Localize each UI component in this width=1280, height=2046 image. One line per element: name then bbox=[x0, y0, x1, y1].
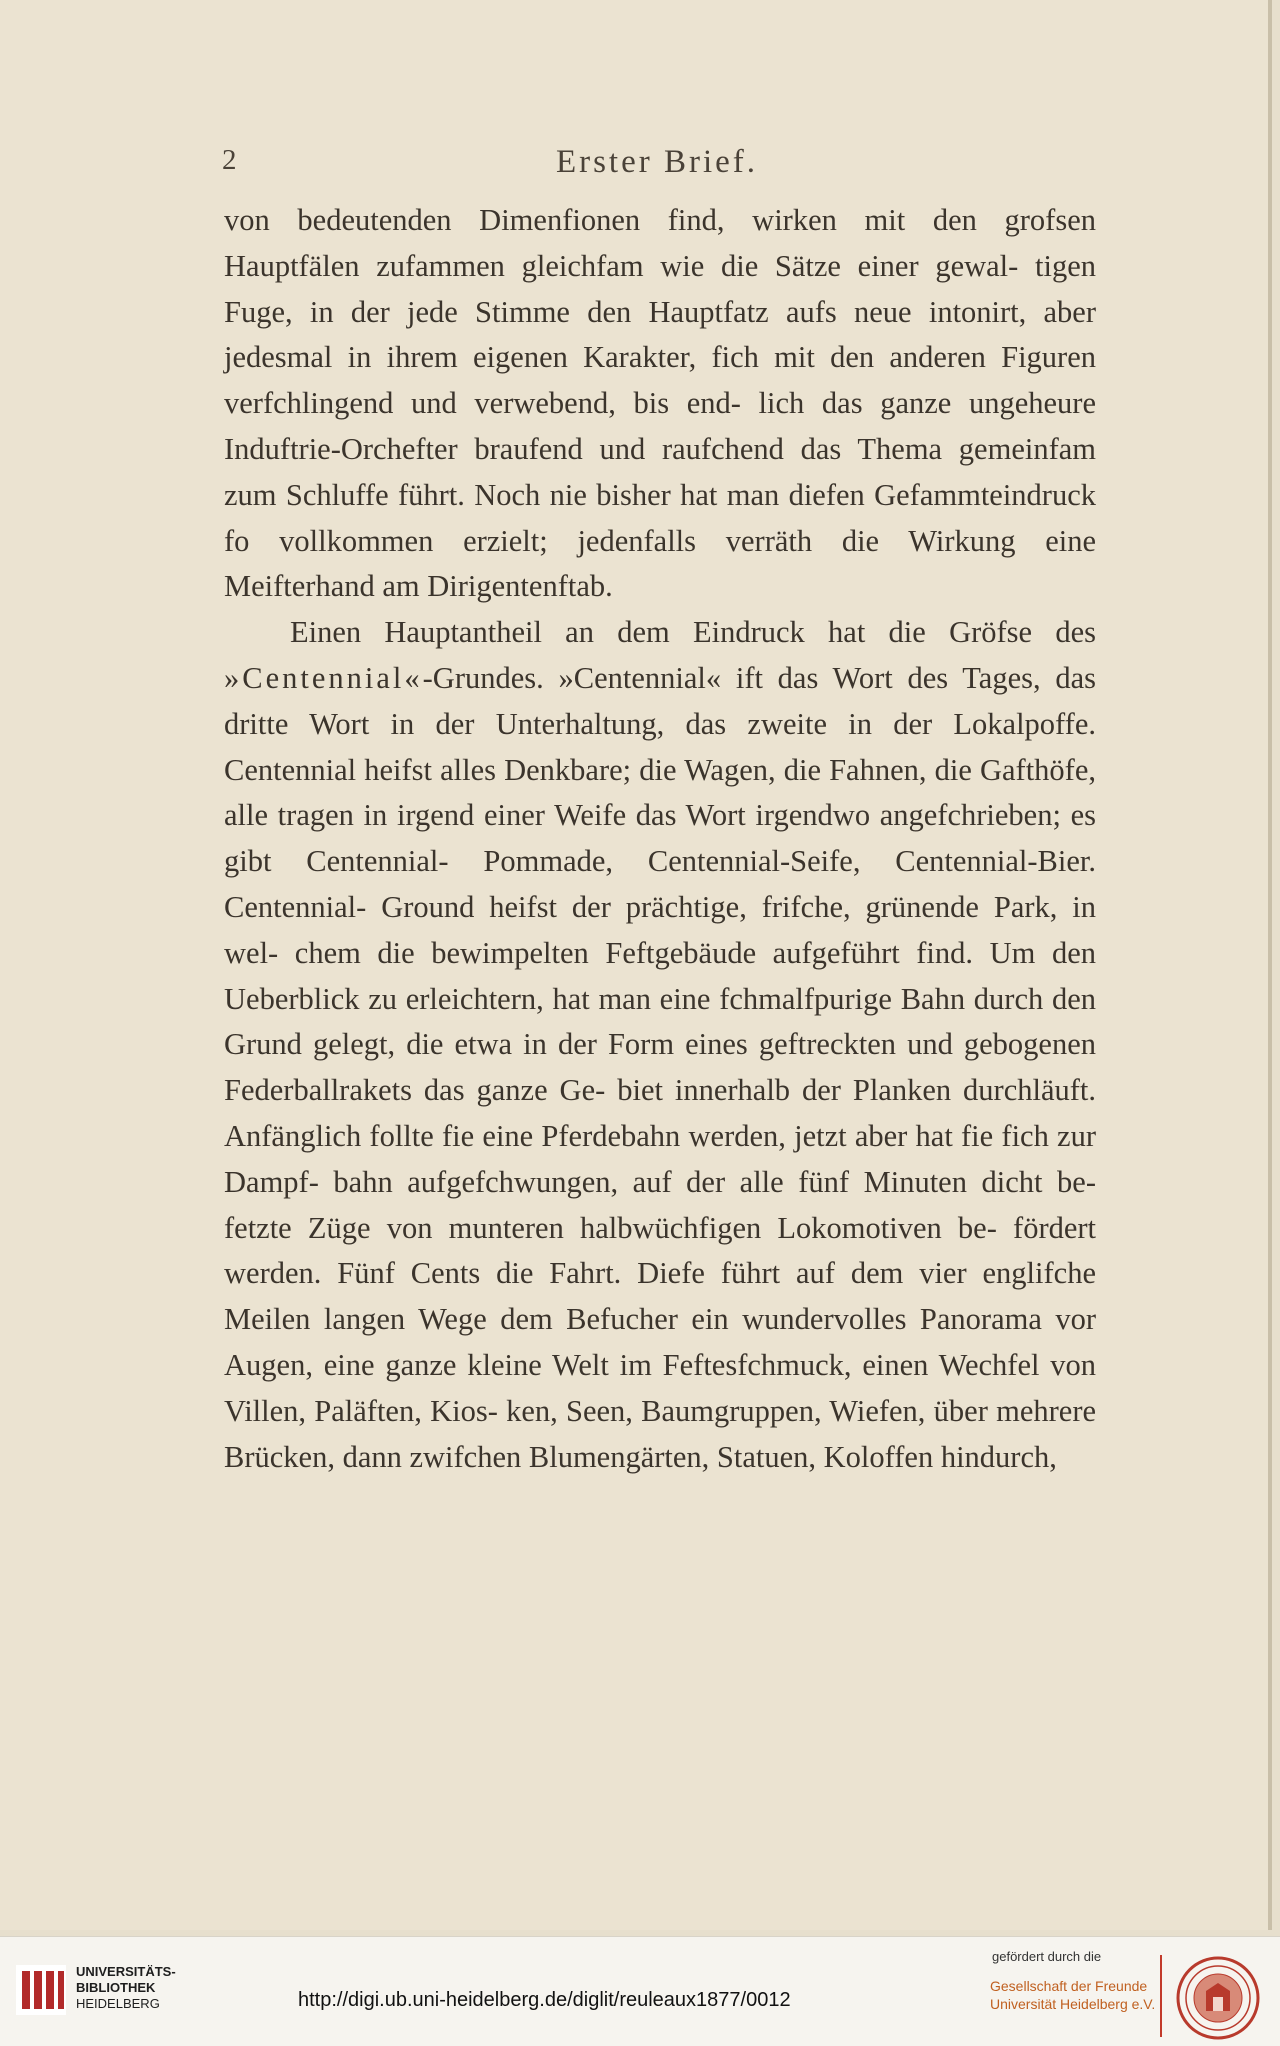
text-line: Bahn durch den Grund gelegt, die etwa in der Form eines bbox=[224, 981, 1096, 1062]
library-name-line1: UNIVERSITÄTS- bbox=[76, 1964, 176, 1979]
library-name-line2: BIBLIOTHEK bbox=[76, 1980, 156, 1995]
text-line: von bedeutenden Dimenfionen find, wirken mit den grofsen bbox=[224, 203, 1096, 237]
sponsor-line1: Gesellschaft der Freunde bbox=[990, 1978, 1148, 1994]
paragraph-2 bbox=[224, 610, 1096, 1480]
permalink-url[interactable]: http://digi.ub.uni-heidelberg.de/diglit/reuleaux1877/0012 bbox=[298, 1989, 791, 2011]
text-line: Weife das Wort irgendwo angefchrieben; es gibt Centennial- bbox=[224, 798, 1097, 879]
sponsor-line2: Universität Heidelberg e.V. bbox=[990, 1996, 1156, 2012]
footer-divider bbox=[1160, 1955, 1162, 2037]
library-name bbox=[76, 1964, 176, 2012]
text-line: lich das ganze ungeheure Induftrie-Orchefter braufend und bbox=[224, 386, 1096, 466]
text-line: Dirigentenftab. bbox=[427, 569, 613, 604]
text-line: in der Lokalpoffe. Centennial heifst alles Denkbare; die bbox=[224, 706, 1096, 787]
text-line: chem die bewimpelten Feftgebäude aufgeführt find. Um bbox=[294, 935, 1036, 970]
text-line: biet innerhalb der Planken durchläuft. Anfänglich follte fie bbox=[224, 1073, 1097, 1153]
footer-bar bbox=[0, 1936, 1280, 2046]
text-line: nie bisher hat man diefen Gefammteindruck fo vollkommen bbox=[224, 477, 1097, 558]
text-line: dem vier englifche Meilen langen Wege dem Befucher ein bbox=[224, 1256, 1096, 1337]
text-line: Einen Hauptantheil an dem Eindruck hat die Gröfse bbox=[290, 615, 1033, 650]
text-line: fetzte Züge von munteren halbwüchfigen Lokomotiven be- bbox=[224, 1210, 997, 1245]
library-name-line3: HEIDELBERG bbox=[76, 1996, 160, 2011]
text-line: geftreckten und gebogenen Federballrakets das ganze Ge- bbox=[224, 1027, 1096, 1108]
university-library-logo-icon bbox=[14, 1963, 68, 2017]
sponsor-name bbox=[990, 1977, 1155, 2013]
text-line: Hauptfälen zufammen gleichfam wie die Sätze einer gewal- bbox=[224, 248, 1019, 283]
text-line: dann zwifchen Blumengärten, Statuen, Koloffen hindurch, bbox=[342, 1439, 1057, 1474]
text-line: des Tages, das dritte Wort in der Unterhaltung, das zweite bbox=[224, 660, 1097, 741]
text-line: Ground heifst der prächtige, frifche, grünende Park, in wel- bbox=[224, 889, 1096, 970]
page-header bbox=[222, 140, 1092, 196]
text-line: im Feftesfchmuck, einen Wechfel von Villen, Paläften, Kios- bbox=[224, 1347, 1097, 1428]
text-line: bahn aufgefchwungen, auf der alle fünf Minuten dicht be- bbox=[333, 1164, 1096, 1199]
text-spaced: »Centennial« bbox=[224, 660, 423, 695]
text-line: intonirt, aber jedesmal in ihrem eigenen Karakter, fich mit bbox=[224, 294, 1096, 375]
text-line: raufchend das Thema gemeinfam zum Schluffe führt. Noch bbox=[224, 431, 1096, 512]
running-head: Erster Brief. bbox=[555, 144, 759, 180]
text-line: Wagen, die Fahnen, die Gafthöfe, alle tragen in irgend einer bbox=[224, 752, 1096, 833]
text-line: eine Pferdebahn werden, jetzt aber hat fie fich zur Dampf- bbox=[224, 1118, 1096, 1199]
text-line: erzielt; jedenfalls verräth die Wirkung eine Meifterhand am bbox=[224, 523, 1097, 604]
text-line: den anderen Figuren verfchlingend und verwebend, bis end- bbox=[224, 340, 1097, 421]
text-line: wundervolles Panorama vor Augen, eine ganze kleine Welt bbox=[224, 1302, 1097, 1382]
body-text bbox=[224, 198, 1096, 1480]
text-line: tigen Fuge, in der jede Stimme den Hauptfatz aufs neue bbox=[224, 248, 1097, 329]
sponsor-intro: gefördert durch die bbox=[992, 1949, 1102, 1964]
university-seal-icon bbox=[1175, 1955, 1261, 2041]
text-line: den Ueberblick zu erleichtern, hat man eine fchmalfpurige bbox=[224, 935, 1096, 1016]
text-line-pre: des bbox=[1055, 615, 1097, 650]
text-line: fördert werden. Fünf Cents die Fahrt. Diefe führt auf bbox=[224, 1210, 1097, 1291]
paragraph-1 bbox=[224, 198, 1096, 610]
text-line-post: -Grundes. »Centennial« ift das Wort bbox=[422, 660, 893, 695]
page-number: 2 bbox=[222, 144, 237, 176]
text-line: ken, Seen, Baumgruppen, Wiefen, über mehrere Brücken, bbox=[224, 1393, 1097, 1474]
text-line: Pommade, Centennial-Seife, Centennial-Bier. Centennial- bbox=[224, 844, 1097, 924]
